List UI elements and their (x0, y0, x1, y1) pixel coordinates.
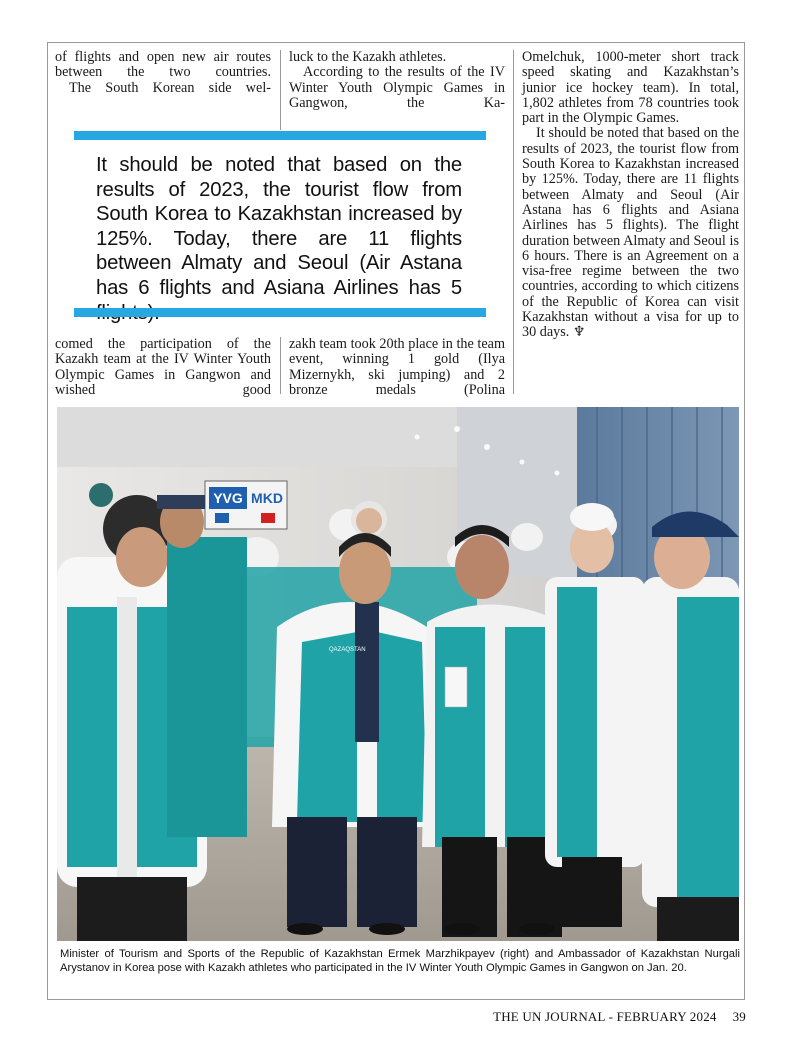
paragraph: zakh team took 20th place in the team event, winning 1 gold (Ilya Mizernykh, ski jumping) and 2 bronze medals (Polina (289, 336, 505, 398)
column-rule (280, 50, 281, 130)
column-3 (522, 50, 739, 341)
pull-quote-bottom-bar (74, 308, 486, 317)
column-2-bottom (289, 337, 505, 398)
photo-caption: Minister of Tourism and Sports of the Republic of Kazakhstan Ermek Marzhikpayev (right) and Ambassador of Kazakhstan Nurgali Arystanov in Korea pose with Kazakh athletes who participated in the IV Winter Youth Olympic Games in Gangwon on Jan. 20. (60, 948, 740, 974)
page-number: 39 (732, 1009, 746, 1024)
column-1-bottom (55, 337, 271, 398)
sign-text-yvg: YVG (213, 490, 243, 506)
paragraph: The South Korean side wel- (69, 79, 271, 96)
jacket-text: QAZAQSTAN (329, 647, 366, 653)
pull-quote-top-bar (74, 131, 486, 140)
paragraph: of flights and open new air routes between the two countries. (55, 49, 271, 81)
column-1-top (55, 50, 271, 96)
pull-quote (74, 131, 486, 317)
page-footer (493, 1009, 746, 1025)
publication-name: THE UN JOURNAL - FEBRUARY 2024 (493, 1009, 717, 1024)
pull-quote-text: It should be noted that based on the results of 2023, the tourist flow from South Korea to Kazakhstan increased by 125%. Today, there are 11 flights between Almaty and Seoul (Air Astana has 6 flights and Asiana Airlines has 5 (96, 154, 462, 299)
column-2-top (289, 50, 505, 111)
paragraph: luck to the Kazakh athletes. (289, 49, 447, 65)
paragraph: It should be noted that based on the results of 2023, the tourist flow from South Korea to Kazakhstan increased by 125%. Today, there are 11 flights between Almaty and Seoul (Air Astana has 6 flights and Asiana Airlines has 5 flights). The flight duration between Almaty and Seoul is 6 hours. There is an Agreement on a visa-free regime between the two countries, according to which citizens of the Republic of Korea can visit Kazakhstan without a visa for up to 30 days. ♆ (522, 125, 739, 341)
sign-text-mkd: MKD (251, 490, 283, 506)
country-sign (205, 481, 287, 529)
paragraph: Omelchuk, 1000-meter short track speed skating and Kazakhstan’s junior ice hockey team). In total, 1,802 athletes from 78 countries took part in the Olympic Games. (522, 49, 739, 127)
team-photo (57, 407, 739, 941)
person-second (157, 495, 247, 837)
paragraph: According to the results of the IV Winter Youth Olympic Games in Gangwon, the Ka- (289, 64, 505, 111)
paragraph: comed the participation of the Kazakh team at the IV Winter Youth Olympic Games in Gangwon and wished good (55, 336, 271, 398)
column-rule (280, 337, 281, 394)
column-rule (513, 50, 514, 394)
